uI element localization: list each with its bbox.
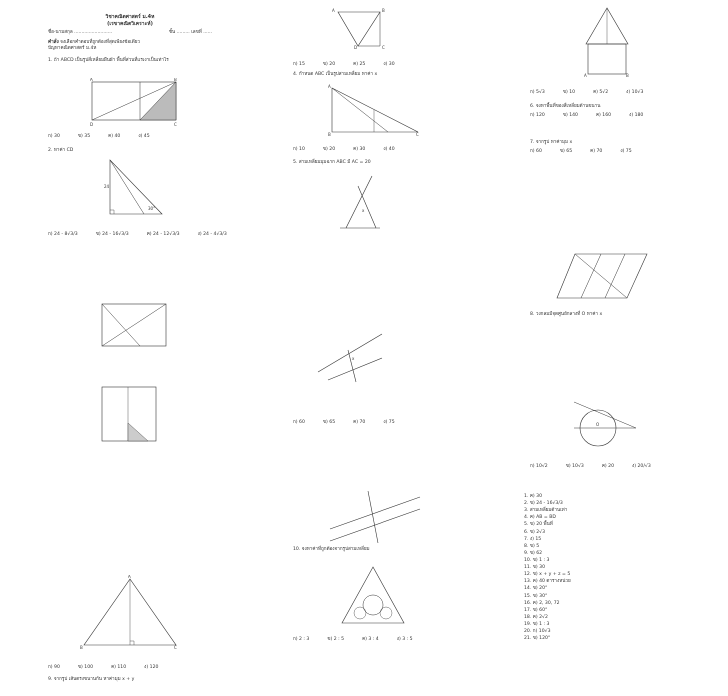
question-4-options: ก) 10 ข) 20 ค) 30 ง) 40 (293, 147, 395, 152)
svg-text:C: C (382, 45, 385, 50)
question-9: 9. จากรูป เส้นตรงขนานกัน หาค่ามุม x + y (48, 677, 135, 682)
svg-text:x: x (362, 208, 365, 213)
page-2 (268, 0, 493, 245)
list-item: 10. ข) 1 : 3 (524, 557, 550, 563)
figure-square-triangle (100, 385, 160, 445)
list-item: 9. ข) 62 (524, 550, 543, 556)
question-10-options: ก) 2 : 3 ข) 2 : 5 ค) 3 : 4 ง) 3 : 5 (293, 637, 413, 642)
question-1: 1. ถ้า ABCD เป็นรูปสี่เหลี่ยมผืนผ้า พื้นที่ส่วนที่แรเงาเป็นเท่าไร (48, 58, 169, 63)
page-5 (268, 250, 493, 480)
question-6: 6. จงหาพื้นที่ของสี่เหลี่ยมด้านขนาน ก) 120 ข) 140 ค) 160 ง) 180 (530, 104, 644, 118)
list-item: 4. ค) AB = BD (524, 515, 556, 521)
figure-right-triangle (100, 158, 170, 220)
answer-key-list (524, 493, 571, 642)
list-item: 7. ง) 15 (524, 536, 542, 542)
figure-crossed-triangle (338, 172, 383, 232)
page-8 (268, 485, 493, 696)
list-item: 21. ข) 120° (524, 636, 551, 642)
figure-trapezoid (318, 8, 398, 50)
question-10: 10. จงหาค่าที่ถูกต้องจากรูปสามเหลี่ยม (293, 547, 370, 552)
question-2: 2. หาค่า CD (48, 148, 74, 153)
figure-pyramid (580, 6, 635, 78)
list-item: 13. ค) 40 ตารางหน่วย (524, 579, 571, 585)
page-title: วิชาคณิตศาสตร์ ม.4ห (เรขาคณิตวิเคราะห์) (105, 14, 155, 27)
page-9-answer-key (510, 485, 728, 696)
svg-text:B: B (626, 73, 629, 78)
question-8-options: ก) 10√2 ข) 10√3 ค) 20 ง) 20/√3 (530, 464, 651, 469)
question-7-options-repeat: ก) 60 ข) 65 ค) 70 ง) 75 (293, 420, 395, 425)
svg-text:24: 24 (104, 184, 110, 189)
list-item: 15. ข) 30° (524, 593, 548, 599)
question-3: ก) 15 ข) 20 ค) 25 ง) 30 (293, 62, 395, 67)
instructions: คำสั่ง จงเลือกคำตอบที่ถูกต้องที่สุดเพียงข้อเดียว ปัญหาคณิตศาสตร์ ม.4ห (48, 39, 140, 52)
page-1 (0, 0, 260, 245)
figure-circle-triangle (570, 398, 640, 448)
list-item: 6. ข) 2√3 (524, 529, 546, 535)
svg-text:A: A (332, 8, 335, 13)
list-item: 17. ข) 60° (524, 607, 548, 613)
list-item: 3. สามเหลี่ยมด้านเท่า (524, 508, 568, 514)
svg-text:D: D (90, 122, 94, 127)
svg-text:x: x (352, 356, 355, 361)
svg-text:A: A (328, 84, 331, 89)
question-5: 5. สามเหลี่ยมมุมฉาก ABC มี AC = 20 (293, 160, 371, 165)
question-2-options: ก) 24 - 8√3/3 ข) 24 - 16√3/3 ค) 24 - 12√3/3 ง) 24 - 4√3/3 (48, 232, 227, 237)
figure-parallelogram-triangle (328, 84, 423, 136)
page-7 (0, 485, 260, 696)
question-5-options: ก) 5√3 ข) 10 ค) 5√2 ง) 10√3 (530, 90, 644, 95)
list-item: 19. ข) 1 : 3 (524, 621, 550, 627)
svg-text:B: B (382, 8, 385, 13)
svg-text:A: A (584, 73, 587, 78)
list-item: 2. ข) 24 - 16√3/3 (524, 501, 563, 507)
figure-parallelogram-grid (555, 250, 650, 302)
question-9-options: ก) 90 ข) 100 ค) 110 ง) 120 (48, 665, 159, 670)
student-info: ชื่อ-นามสกุล .......................... ชั้น ......... เลขที่ ...... (48, 30, 212, 35)
page-3 (510, 0, 728, 245)
list-item: 12. ข) x + y + z = 5 (524, 572, 571, 578)
list-item: 11. ข) 30 (524, 565, 546, 571)
figure-rectangle-diagonals (100, 302, 170, 350)
question-4: 4. กำหนด ABC เป็นรูปสามเหลี่ยม หาค่า x (293, 72, 378, 77)
list-item: 1. ค) 30 (524, 494, 543, 499)
question-8: 8. วงกลมมีจุดศูนย์กลางที่ O หาค่า x (530, 312, 603, 317)
svg-text:O: O (596, 422, 600, 427)
svg-text:B: B (80, 645, 83, 650)
page-6 (510, 250, 728, 480)
page-4 (0, 250, 260, 480)
figure-angle-lines (308, 330, 388, 385)
svg-text:A: A (90, 78, 93, 82)
figure-isosceles-triangle (80, 575, 180, 650)
figure-parallel-lines (328, 489, 423, 544)
figure-triangle-circles (338, 565, 408, 627)
list-item: 20. ก) 10√3 (524, 629, 551, 635)
figure-rectangle-shaded (90, 78, 180, 128)
list-item: 14. ข) 20° (524, 586, 548, 592)
list-item: 16. ค) 2, 30, 72 (524, 600, 560, 606)
question-7: 7. จากรูป หาค่ามุม x ก) 60 ข) 65 ค) 70 ง) 75 (530, 140, 632, 154)
svg-text:B: B (328, 132, 331, 136)
question-1-options: ก) 30 ข) 35 ค) 40 ง) 45 (48, 134, 150, 139)
svg-text:C: C (416, 132, 419, 136)
svg-text:30°: 30° (148, 206, 156, 211)
svg-text:B: B (174, 78, 177, 82)
svg-text:C: C (174, 122, 177, 127)
svg-text:A: A (128, 575, 131, 579)
svg-text:D: D (354, 45, 358, 50)
list-item: 5. ข) 20 พื้นที่ (524, 522, 553, 528)
list-item: 18. ค) 2√2 (524, 614, 548, 620)
svg-text:C: C (174, 645, 177, 650)
list-item: 8. ข) 5 (524, 543, 540, 549)
